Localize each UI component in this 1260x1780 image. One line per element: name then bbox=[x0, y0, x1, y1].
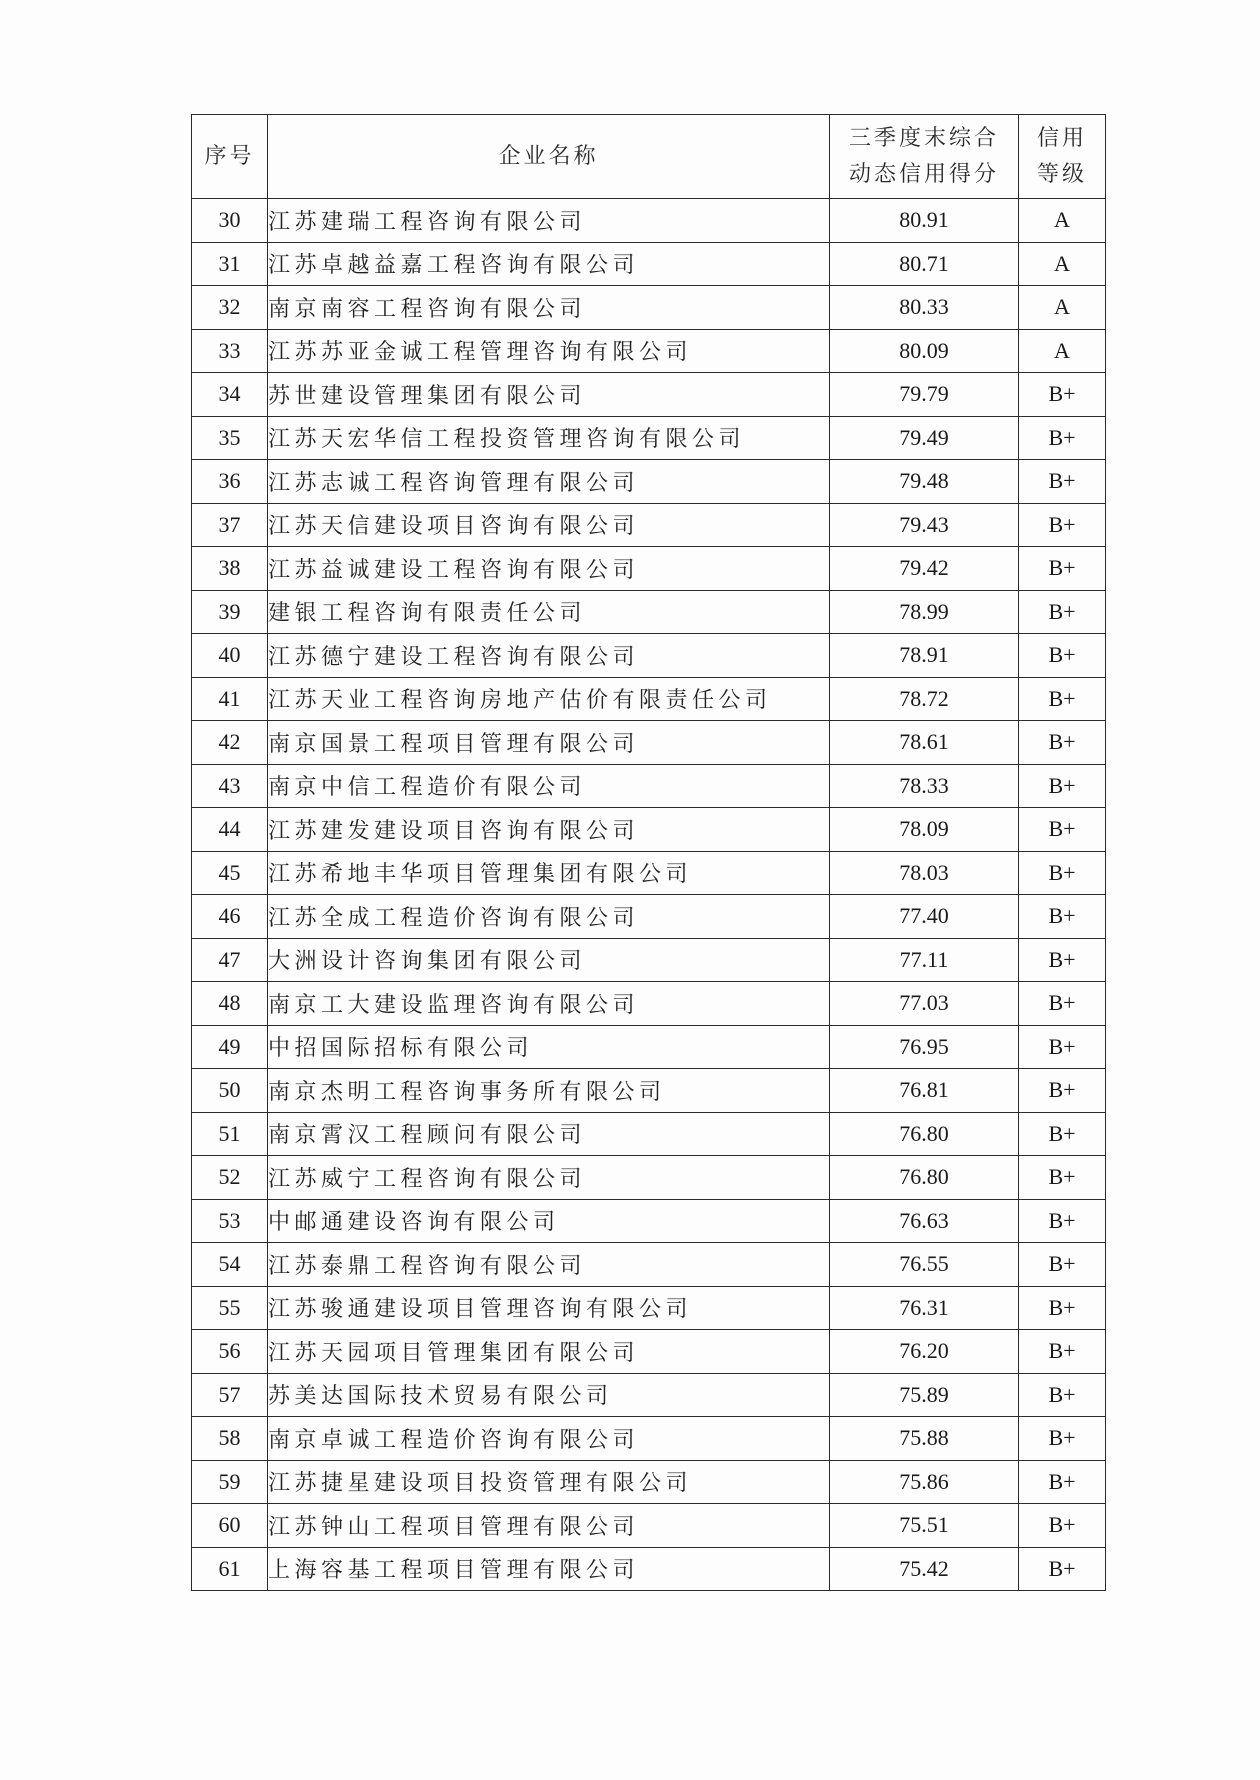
row-company-name: 中邮通建设咨询有限公司 bbox=[268, 1199, 830, 1243]
row-company-name: 江苏钟山工程项目管理有限公司 bbox=[268, 1504, 830, 1548]
row-credit-grade: B+ bbox=[1019, 1025, 1106, 1069]
row-credit-score: 76.95 bbox=[830, 1025, 1019, 1069]
row-credit-score: 76.20 bbox=[830, 1330, 1019, 1374]
row-credit-score: 79.48 bbox=[830, 460, 1019, 504]
row-index: 55 bbox=[192, 1286, 268, 1330]
row-credit-grade: B+ bbox=[1019, 982, 1106, 1026]
row-company-name: 中招国际招标有限公司 bbox=[268, 1025, 830, 1069]
row-credit-grade: B+ bbox=[1019, 677, 1106, 721]
row-company-name: 江苏天园项目管理集团有限公司 bbox=[268, 1330, 830, 1374]
row-credit-score: 76.55 bbox=[830, 1243, 1019, 1287]
row-credit-grade: B+ bbox=[1019, 1547, 1106, 1591]
row-company-name: 江苏建瑞工程咨询有限公司 bbox=[268, 199, 830, 243]
table-body bbox=[192, 199, 1106, 1591]
row-index: 49 bbox=[192, 1025, 268, 1069]
row-credit-score: 76.80 bbox=[830, 1112, 1019, 1156]
table-row bbox=[192, 1286, 1106, 1330]
row-company-name: 江苏建发建设项目咨询有限公司 bbox=[268, 808, 830, 852]
row-credit-grade: B+ bbox=[1019, 1286, 1106, 1330]
row-index: 61 bbox=[192, 1547, 268, 1591]
table-row bbox=[192, 1112, 1106, 1156]
row-credit-grade: B+ bbox=[1019, 1373, 1106, 1417]
row-credit-grade: B+ bbox=[1019, 938, 1106, 982]
row-credit-grade: B+ bbox=[1019, 1417, 1106, 1461]
row-credit-score: 79.43 bbox=[830, 503, 1019, 547]
row-credit-grade: B+ bbox=[1019, 503, 1106, 547]
row-company-name: 江苏益诚建设工程咨询有限公司 bbox=[268, 547, 830, 591]
table-row bbox=[192, 329, 1106, 373]
row-credit-grade: B+ bbox=[1019, 764, 1106, 808]
row-credit-grade: B+ bbox=[1019, 721, 1106, 765]
row-credit-grade: B+ bbox=[1019, 634, 1106, 678]
row-credit-grade: B+ bbox=[1019, 1156, 1106, 1200]
row-credit-grade: B+ bbox=[1019, 1460, 1106, 1504]
row-index: 52 bbox=[192, 1156, 268, 1200]
credit-rating-table bbox=[191, 114, 1106, 1591]
header-index: 序号 bbox=[192, 115, 268, 199]
row-index: 51 bbox=[192, 1112, 268, 1156]
row-credit-score: 80.33 bbox=[830, 286, 1019, 330]
row-credit-score: 78.33 bbox=[830, 764, 1019, 808]
row-credit-score: 78.09 bbox=[830, 808, 1019, 852]
row-credit-grade: B+ bbox=[1019, 1199, 1106, 1243]
row-company-name: 建银工程咨询有限责任公司 bbox=[268, 590, 830, 634]
row-company-name: 南京中信工程造价有限公司 bbox=[268, 764, 830, 808]
row-credit-score: 80.09 bbox=[830, 329, 1019, 373]
row-company-name: 江苏全成工程造价咨询有限公司 bbox=[268, 895, 830, 939]
table-row bbox=[192, 416, 1106, 460]
row-credit-grade: B+ bbox=[1019, 460, 1106, 504]
row-company-name: 江苏泰鼎工程咨询有限公司 bbox=[268, 1243, 830, 1287]
table-row bbox=[192, 982, 1106, 1026]
row-index: 57 bbox=[192, 1373, 268, 1417]
header-company: 企业名称 bbox=[268, 115, 830, 199]
row-company-name: 江苏天信建设项目咨询有限公司 bbox=[268, 503, 830, 547]
row-credit-score: 80.91 bbox=[830, 199, 1019, 243]
row-credit-score: 75.89 bbox=[830, 1373, 1019, 1417]
row-credit-grade: B+ bbox=[1019, 808, 1106, 852]
row-index: 47 bbox=[192, 938, 268, 982]
row-index: 41 bbox=[192, 677, 268, 721]
row-index: 54 bbox=[192, 1243, 268, 1287]
row-index: 53 bbox=[192, 1199, 268, 1243]
row-credit-grade: A bbox=[1019, 329, 1106, 373]
row-company-name: 江苏卓越益嘉工程咨询有限公司 bbox=[268, 242, 830, 286]
row-company-name: 上海容基工程项目管理有限公司 bbox=[268, 1547, 830, 1591]
header-grade-line2: 等级 bbox=[1036, 161, 1087, 187]
table-row bbox=[192, 808, 1106, 852]
table-row bbox=[192, 938, 1106, 982]
row-company-name: 江苏天业工程咨询房地产估价有限责任公司 bbox=[268, 677, 830, 721]
table-row bbox=[192, 590, 1106, 634]
table-row bbox=[192, 1330, 1106, 1374]
table-row bbox=[192, 895, 1106, 939]
row-credit-score: 79.49 bbox=[830, 416, 1019, 460]
row-company-name: 江苏捷星建设项目投资管理有限公司 bbox=[268, 1460, 830, 1504]
table-row bbox=[192, 286, 1106, 330]
table-row bbox=[192, 1156, 1106, 1200]
row-index: 42 bbox=[192, 721, 268, 765]
row-index: 60 bbox=[192, 1504, 268, 1548]
row-credit-score: 78.99 bbox=[830, 590, 1019, 634]
table-row bbox=[192, 1460, 1106, 1504]
row-index: 37 bbox=[192, 503, 268, 547]
table-row bbox=[192, 547, 1106, 591]
row-index: 46 bbox=[192, 895, 268, 939]
row-index: 31 bbox=[192, 242, 268, 286]
row-index: 56 bbox=[192, 1330, 268, 1374]
header-score-line2: 动态信用得分 bbox=[848, 161, 999, 187]
row-credit-score: 79.42 bbox=[830, 547, 1019, 591]
row-index: 39 bbox=[192, 590, 268, 634]
row-index: 33 bbox=[192, 329, 268, 373]
row-credit-score: 78.91 bbox=[830, 634, 1019, 678]
header-grade bbox=[1019, 115, 1106, 199]
row-credit-score: 76.63 bbox=[830, 1199, 1019, 1243]
table-row bbox=[192, 199, 1106, 243]
table-row bbox=[192, 503, 1106, 547]
row-credit-score: 75.42 bbox=[830, 1547, 1019, 1591]
table-row bbox=[192, 1025, 1106, 1069]
row-credit-score: 76.81 bbox=[830, 1069, 1019, 1113]
row-index: 50 bbox=[192, 1069, 268, 1113]
row-index: 59 bbox=[192, 1460, 268, 1504]
row-company-name: 江苏希地丰华项目管理集团有限公司 bbox=[268, 851, 830, 895]
row-credit-grade: B+ bbox=[1019, 373, 1106, 417]
row-company-name: 江苏天宏华信工程投资管理咨询有限公司 bbox=[268, 416, 830, 460]
row-credit-grade: B+ bbox=[1019, 1504, 1106, 1548]
row-company-name: 南京杰明工程咨询事务所有限公司 bbox=[268, 1069, 830, 1113]
row-company-name: 南京霄汉工程顾问有限公司 bbox=[268, 1112, 830, 1156]
row-company-name: 南京国景工程项目管理有限公司 bbox=[268, 721, 830, 765]
row-credit-grade: B+ bbox=[1019, 1330, 1106, 1374]
row-company-name: 南京工大建设监理咨询有限公司 bbox=[268, 982, 830, 1026]
row-company-name: 大洲设计咨询集团有限公司 bbox=[268, 938, 830, 982]
table-row bbox=[192, 1199, 1106, 1243]
row-index: 58 bbox=[192, 1417, 268, 1461]
row-credit-grade: B+ bbox=[1019, 416, 1106, 460]
table-row bbox=[192, 1547, 1106, 1591]
row-index: 45 bbox=[192, 851, 268, 895]
table-row bbox=[192, 851, 1106, 895]
header-score bbox=[830, 115, 1019, 199]
row-company-name: 江苏志诚工程咨询管理有限公司 bbox=[268, 460, 830, 504]
header-score-line1: 三季度末综合 bbox=[848, 125, 999, 151]
row-company-name: 南京卓诚工程造价咨询有限公司 bbox=[268, 1417, 830, 1461]
row-credit-grade: A bbox=[1019, 286, 1106, 330]
table-row bbox=[192, 764, 1106, 808]
row-credit-grade: B+ bbox=[1019, 1243, 1106, 1287]
row-credit-grade: B+ bbox=[1019, 851, 1106, 895]
table-row bbox=[192, 1373, 1106, 1417]
table-row bbox=[192, 242, 1106, 286]
row-credit-score: 75.51 bbox=[830, 1504, 1019, 1548]
row-credit-score: 77.11 bbox=[830, 938, 1019, 982]
row-credit-score: 76.31 bbox=[830, 1286, 1019, 1330]
row-index: 38 bbox=[192, 547, 268, 591]
row-company-name: 江苏德宁建设工程咨询有限公司 bbox=[268, 634, 830, 678]
row-company-name: 江苏威宁工程咨询有限公司 bbox=[268, 1156, 830, 1200]
table-row bbox=[192, 1417, 1106, 1461]
row-index: 34 bbox=[192, 373, 268, 417]
row-index: 32 bbox=[192, 286, 268, 330]
row-index: 48 bbox=[192, 982, 268, 1026]
table-row bbox=[192, 634, 1106, 678]
table-header-row bbox=[192, 115, 1106, 199]
row-company-name: 苏世建设管理集团有限公司 bbox=[268, 373, 830, 417]
row-credit-grade: B+ bbox=[1019, 590, 1106, 634]
table-row bbox=[192, 677, 1106, 721]
row-credit-score: 77.40 bbox=[830, 895, 1019, 939]
row-index: 30 bbox=[192, 199, 268, 243]
row-credit-grade: B+ bbox=[1019, 895, 1106, 939]
row-credit-score: 79.79 bbox=[830, 373, 1019, 417]
row-index: 40 bbox=[192, 634, 268, 678]
row-credit-score: 75.88 bbox=[830, 1417, 1019, 1461]
row-credit-grade: B+ bbox=[1019, 1069, 1106, 1113]
row-index: 44 bbox=[192, 808, 268, 852]
row-credit-grade: B+ bbox=[1019, 547, 1106, 591]
row-credit-score: 78.72 bbox=[830, 677, 1019, 721]
row-company-name: 南京南容工程咨询有限公司 bbox=[268, 286, 830, 330]
row-credit-score: 78.03 bbox=[830, 851, 1019, 895]
row-company-name: 江苏苏亚金诚工程管理咨询有限公司 bbox=[268, 329, 830, 373]
row-company-name: 苏美达国际技术贸易有限公司 bbox=[268, 1373, 830, 1417]
row-credit-score: 77.03 bbox=[830, 982, 1019, 1026]
row-index: 36 bbox=[192, 460, 268, 504]
row-index: 43 bbox=[192, 764, 268, 808]
row-credit-grade: A bbox=[1019, 199, 1106, 243]
row-credit-score: 76.80 bbox=[830, 1156, 1019, 1200]
row-credit-grade: A bbox=[1019, 242, 1106, 286]
row-credit-grade: B+ bbox=[1019, 1112, 1106, 1156]
table-row bbox=[192, 373, 1106, 417]
row-credit-score: 78.61 bbox=[830, 721, 1019, 765]
table-row bbox=[192, 721, 1106, 765]
row-company-name: 江苏骏通建设项目管理咨询有限公司 bbox=[268, 1286, 830, 1330]
header-grade-line1: 信用 bbox=[1036, 125, 1087, 151]
row-credit-score: 80.71 bbox=[830, 242, 1019, 286]
row-credit-score: 75.86 bbox=[830, 1460, 1019, 1504]
table-row bbox=[192, 1243, 1106, 1287]
table-row bbox=[192, 460, 1106, 504]
table-row bbox=[192, 1504, 1106, 1548]
row-index: 35 bbox=[192, 416, 268, 460]
table-row bbox=[192, 1069, 1106, 1113]
